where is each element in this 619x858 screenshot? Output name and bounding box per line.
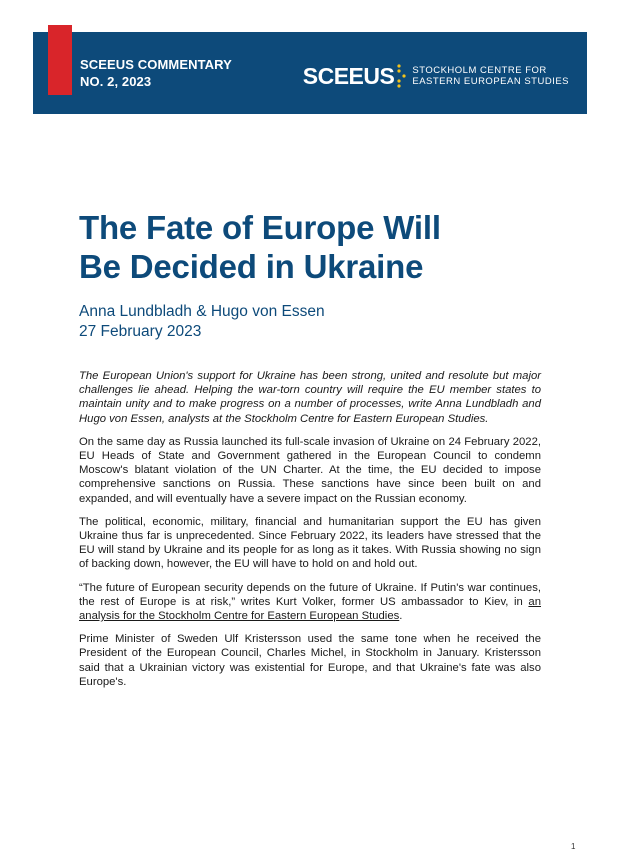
page-number: 1 xyxy=(571,842,576,851)
logo-dots-icon xyxy=(396,63,408,89)
analysis-link[interactable]: an analysis for the Stockholm Centre for Eastern European Studies xyxy=(79,595,541,623)
paragraph-3-text: “The future of European security depends on the future of Ukraine. If Putin's war continues, the rest of Europe is at risk,” writes Kurt Volker, former US ambassador to Kiev, in xyxy=(79,581,541,608)
logo-tagline-line1: STOCKHOLM CENTRE FOR xyxy=(412,65,547,76)
series-label xyxy=(80,56,232,90)
paragraph-1: On the same day as Russia launched its full-scale invasion of Ukraine on 24 February 2022, EU Heads of State and Government gathered in the European Council to condemn Moscow's blatant violation of the UN Charter. At the time, the EU decided to impose comprehensive sanctions on Russia. These sanctions have since been built on and expanded, and will eventually have a severe impact on the Russian economy. xyxy=(79,435,541,505)
red-accent-bar xyxy=(48,25,72,95)
logo-wordmark: SCEEUS xyxy=(302,63,395,89)
title-line-1: The Fate of Europe Will xyxy=(79,209,441,246)
series-title: SCEEUS COMMENTARY xyxy=(80,57,232,72)
header-banner xyxy=(33,32,587,114)
lede-paragraph: The European Union's support for Ukraine has been strong, united and resolute but major challenges lie ahead. Helping the war-torn country will require the EU member states to maintain unity and to make progress on a number of processes, write Anna Lundbladh and Hugo von Essen, analysts at the Stockholm Centre for Eastern European Studies. xyxy=(79,370,541,425)
paragraph-4: Prime Minister of Sweden Ulf Kristersson used the same tone when he received the President of the European Council, Charles Michel, in Stockholm in January. Kristersson said that a Ukrainian victory was existential for Europe, and that Ukraine's fate was also Europe's. xyxy=(79,633,541,688)
logo-tagline-line2: EASTERN EUROPEAN STUDIES xyxy=(412,76,569,87)
article-title xyxy=(79,208,549,286)
paragraph-3-end: . xyxy=(399,610,403,623)
paragraph-3 xyxy=(79,581,541,624)
publication-date: 27 February 2023 xyxy=(79,323,202,340)
logo-tagline xyxy=(412,65,569,87)
paragraph-2: The political, economic, military, financial and humanitarian support the EU has given Ukraine thus far is unprecedented. Since February 2022, its leaders have stressed that the EU will stand by Ukraine and its people for as long as it takes. With Russia showing no sign of backing down, however, the EU will have to hold on and hold out. xyxy=(79,515,541,571)
sceeus-logo xyxy=(303,63,569,89)
article-body xyxy=(79,369,541,698)
author-names: Anna Lundbladh & Hugo von Essen xyxy=(79,303,325,320)
issue-number: NO. 2, 2023 xyxy=(80,74,152,89)
title-line-2: Be Decided in Ukraine xyxy=(79,248,424,285)
byline xyxy=(79,302,325,342)
